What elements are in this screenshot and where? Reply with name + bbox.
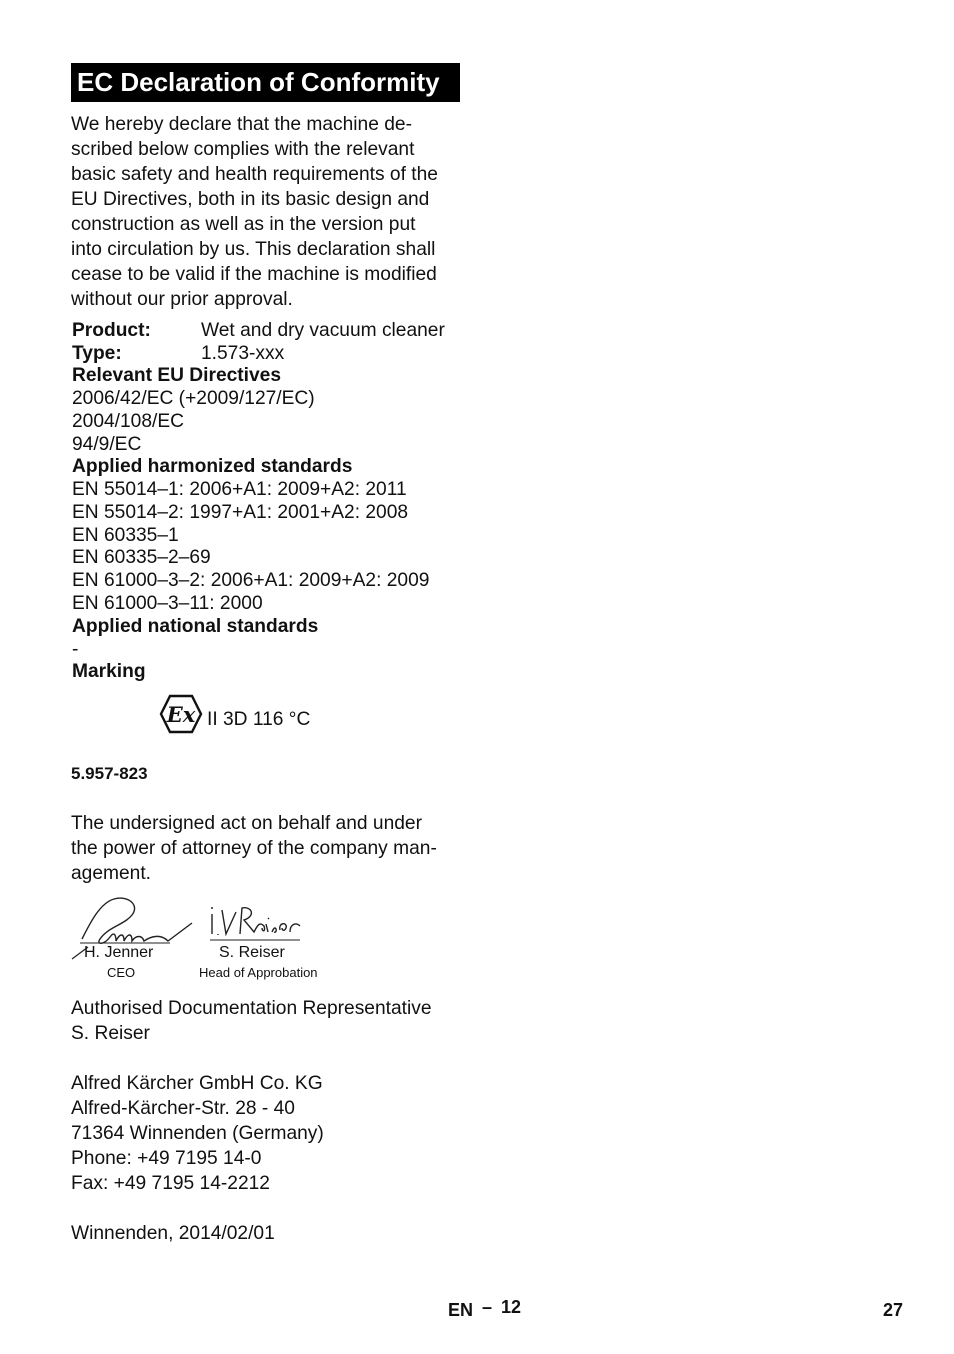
harmonized-heading: Applied harmonized standards	[72, 456, 353, 477]
representative-line: Authorised Documentation Representative	[71, 998, 432, 1019]
undersigned-line: the power of attorney of the company man-	[71, 838, 437, 859]
harmonized-item: EN 55014–1: 2006+A1: 2009+A2: 2011	[72, 479, 407, 500]
undersigned-line: The undersigned act on behalf and under	[71, 813, 422, 834]
signatory-name-jenner: H. Jenner	[84, 944, 154, 961]
address-block	[71, 1071, 466, 1196]
intro-line: We hereby declare that the machine de-	[71, 114, 412, 135]
ex-explosion-protection-icon	[159, 694, 203, 734]
signatory-role-reiser: Head of Approbation	[199, 965, 318, 980]
signatory-name-reiser: S. Reiser	[219, 944, 285, 961]
intro-line: construction as well as in the version put	[71, 214, 416, 235]
harmonized-item: EN 60335–1	[72, 525, 179, 546]
product-value: Wet and dry vacuum cleaner	[201, 320, 445, 341]
place-date-line: Winnenden, 2014/02/01	[71, 1223, 275, 1244]
document-number: 5.957-823	[71, 764, 148, 783]
harmonized-item: EN 61000–3–11: 2000	[72, 593, 263, 614]
signatory-role-jenner: CEO	[107, 965, 136, 980]
representative-block	[71, 996, 466, 1046]
representative-line: S. Reiser	[71, 1023, 150, 1044]
intro-line: basic safety and health requirements of the	[71, 164, 438, 185]
harmonized-item: EN 61000–3–2: 2006+A1: 2009+A2: 2009	[72, 570, 430, 591]
undersigned-paragraph	[71, 811, 466, 886]
intro-line: EU Directives, both in its basic design and	[71, 189, 430, 210]
national-value: -	[72, 639, 79, 660]
address-line: Alfred Kärcher GmbH Co. KG	[71, 1073, 323, 1094]
footer-language: EN	[448, 1300, 474, 1320]
address-line: 71364 Winnenden (Germany)	[71, 1123, 324, 1144]
directive-item: 94/9/EC	[72, 434, 142, 455]
directive-item: 2006/42/EC (+2009/127/EC)	[72, 388, 315, 409]
type-label: Type:	[72, 343, 122, 364]
reiser-signature-image	[206, 902, 306, 948]
page-title: EC Declaration of Conformity	[71, 63, 460, 102]
product-label: Product:	[72, 320, 151, 341]
address-line: Alfred-Kärcher-Str. 28 - 40	[71, 1098, 295, 1119]
intro-line: into circulation by us. This declaration shall	[71, 239, 436, 260]
intro-line: cease to be valid if the machine is modified	[71, 264, 437, 285]
page-number: 27	[883, 1300, 904, 1320]
harmonized-item: EN 55014–2: 1997+A1: 2001+A2: 2008	[72, 502, 409, 523]
undersigned-line: agement.	[71, 863, 152, 884]
intro-paragraph	[71, 112, 466, 312]
harmonized-item: EN 60335–2–69	[72, 547, 211, 568]
intro-line: without our prior approval.	[71, 289, 293, 310]
address-line: Phone: +49 7195 14-0	[71, 1148, 262, 1169]
type-value: 1.573-xxx	[201, 343, 285, 364]
directive-item: 2004/108/EC	[72, 411, 185, 432]
footer-section-page: 12	[501, 1297, 522, 1317]
marking-heading: Marking	[72, 661, 146, 682]
footer-dash: –	[482, 1297, 493, 1317]
place-date	[71, 1221, 466, 1246]
intro-line: scribed below complies with the relevant	[71, 139, 415, 160]
national-heading: Applied national standards	[72, 616, 319, 637]
marking-text: II 3D 116 °C	[207, 709, 311, 730]
directives-heading: Relevant EU Directives	[72, 365, 282, 386]
ex-symbol: Ex	[166, 702, 196, 727]
address-line: Fax: +49 7195 14-2212	[71, 1173, 270, 1194]
